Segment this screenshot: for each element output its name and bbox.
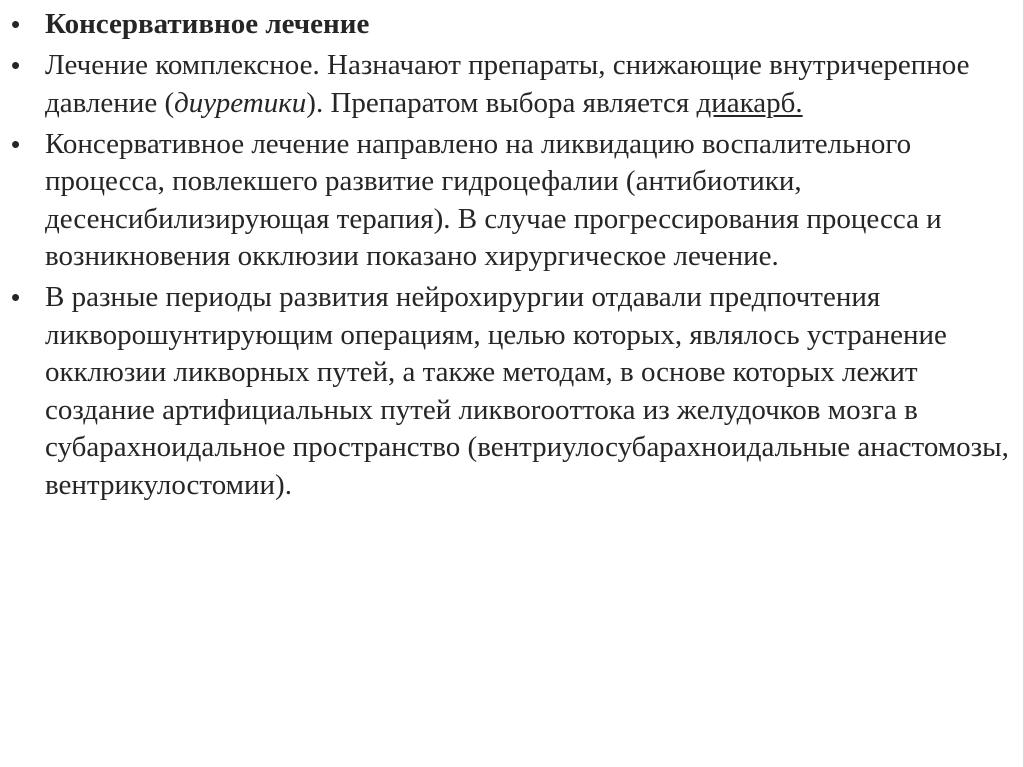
- bullet-item-heading: [0, 6, 1024, 44]
- bullet-item-neurosurgery: [0, 279, 1024, 504]
- bullet-marker: •: [11, 282, 21, 312]
- diuretics-italic: диуретики: [174, 86, 307, 119]
- diacarb-underlined: диакарб.: [696, 86, 803, 119]
- bullet-marker: •: [11, 9, 21, 39]
- bullet-item-treatment: [0, 47, 1024, 122]
- bullet-marker: •: [11, 128, 21, 159]
- bullet-marker: •: [11, 50, 21, 80]
- neurosurgery-text: В разные периоды развития нейрохирургии отдавали предпочтения ликворошунтирующим операциям, целью которых, являлось устранение окклюзии ликворных путей, а также методам, в основе которых лежит создание артифициальных путей ликвorooттока из желудочков мозга в субарахноидальное пространство (вентриулосубарахноидальные анастомозы, вентрикулостомии).: [45, 281, 1009, 501]
- bullet-item-conservative: [0, 126, 1024, 276]
- treatment-text-part2: ). Препаратом выбора является: [306, 86, 697, 119]
- bullet-list: [0, 6, 1024, 508]
- section-heading: Консервативное лечение: [45, 8, 370, 40]
- conservative-text: Консервативное лечение направлено на ликвидацию воспалительного процесса, повлекшего развитие гидроцефалии (антибиотики, десенсибилизирующая терапия). В случае прогрессирования процесса и возникновения окклюзии показано хирургическое лечение.: [45, 127, 942, 272]
- treatment-text-part1: Лечение комплексное. Назначают препараты, снижающие внутричерепное давление (: [45, 49, 970, 119]
